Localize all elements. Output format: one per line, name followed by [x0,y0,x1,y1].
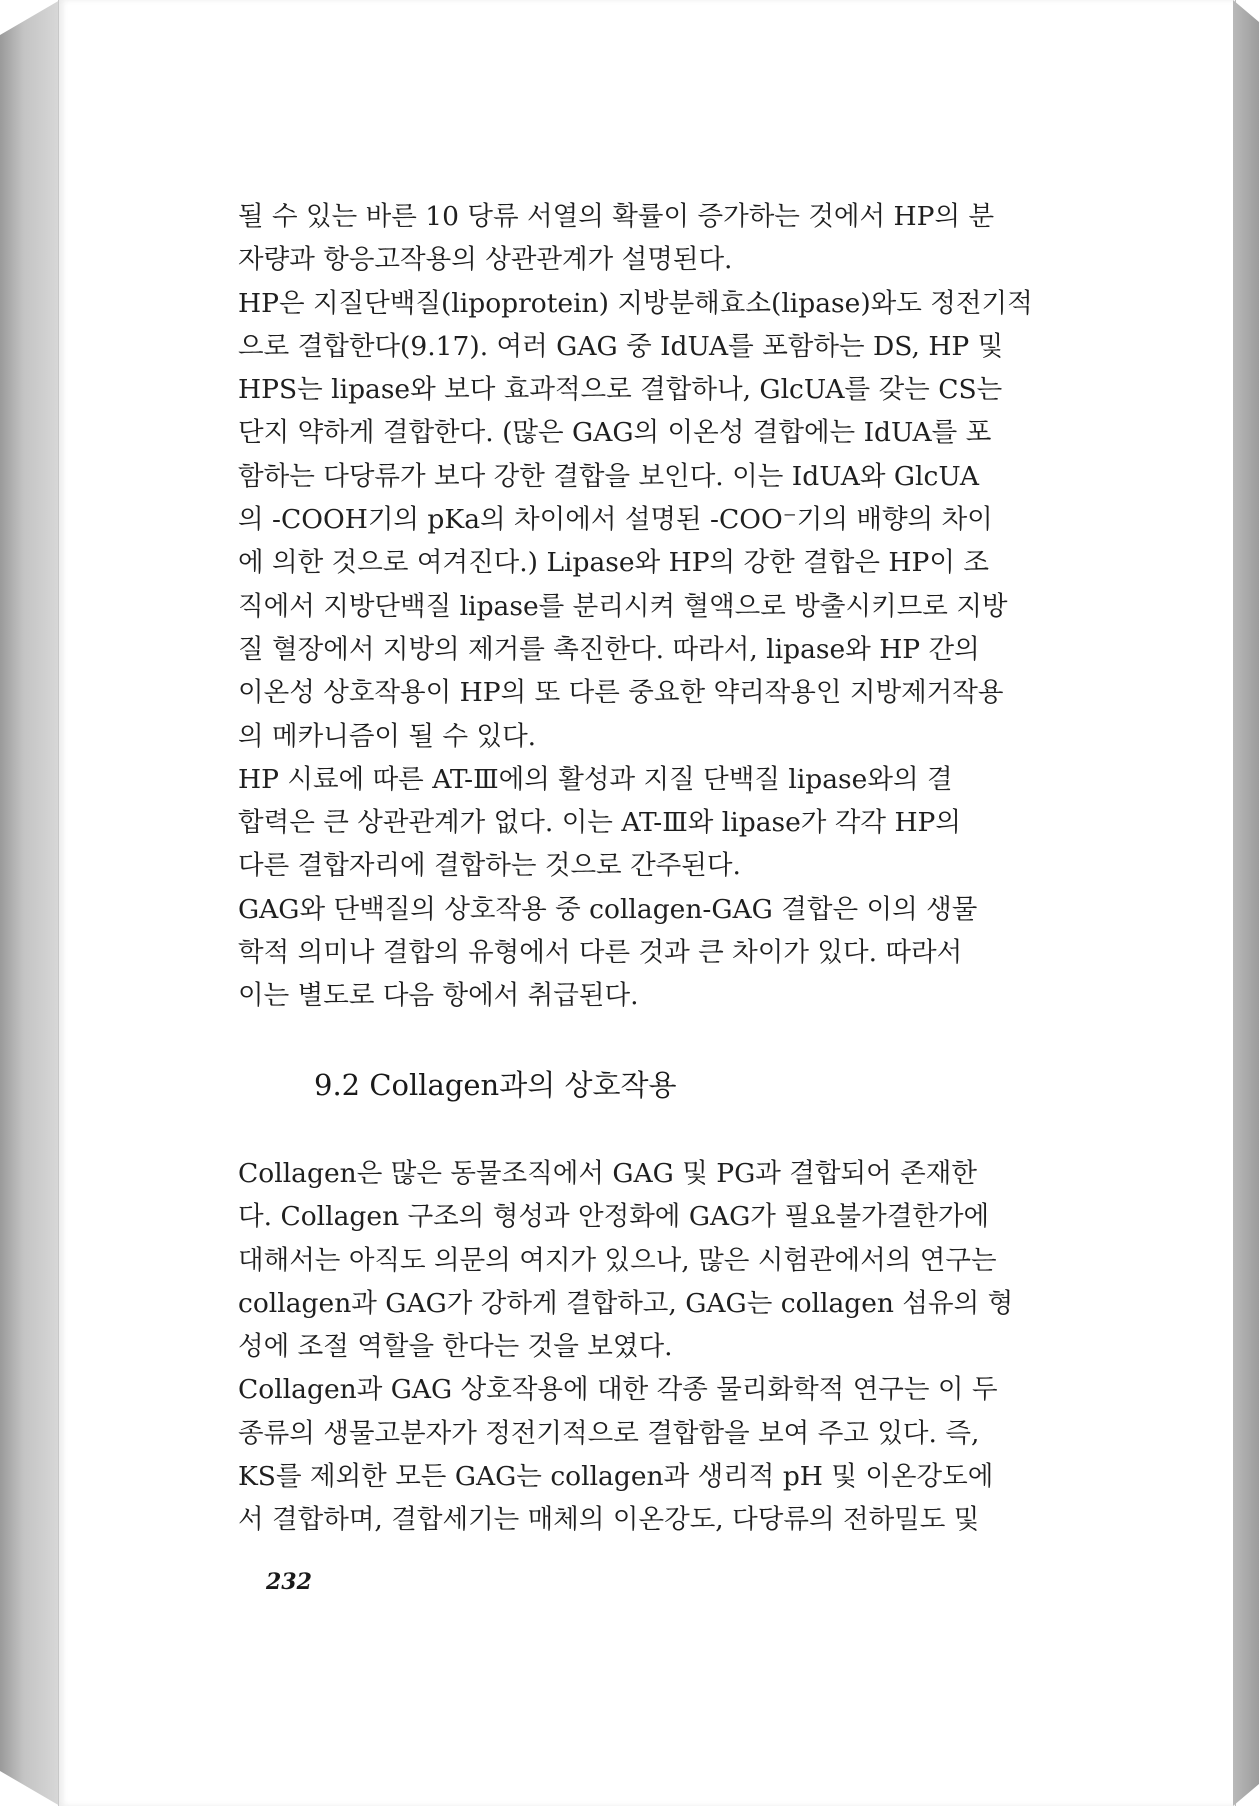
text-line: 다. Collagen 구조의 형성과 안정화에 GAG가 필요불가결한가에 [238,1201,990,1233]
text-line: 자량과 항응고작용의 상관관계가 설명된다. [238,244,733,276]
book-left-edge [0,0,60,1806]
text-line: HPS는 lipase와 보다 효과적으로 결합하나, GlcUA를 갖는 CS는 [238,374,1003,406]
text-line: 성에 조절 역할을 한다는 것을 보였다. [238,1331,673,1363]
text-line: KS를 제외한 모든 GAG는 collagen과 생리적 pH 및 이온강도에 [238,1461,994,1493]
text-line: 질 혈장에서 지방의 제거를 촉진한다. 따라서, lipase와 HP 간의 [238,633,980,665]
text-line: GAG와 단백질의 상호작용 중 collagen-GAG 결합은 이의 생물 [238,893,978,925]
text-line: HP은 지질단백질(lipoprotein) 지방분해효소(lipase)와도 정전기적 [238,287,1033,319]
body-text-top [238,195,1078,1018]
text-line: 학적 의미나 결합의 유형에서 다른 것과 큰 차이가 있다. 따라서 [238,937,963,969]
text-line: Collagen은 많은 동물조직에서 GAG 및 PG과 결합되어 존재한 [238,1158,977,1189]
text-line: 종류의 생물고분자가 정전기적으로 결합함을 보여 주고 있다. 즉, [238,1417,980,1449]
text-line: Collagen과 GAG 상호작용에 대한 각종 물리화학적 연구는 이 두 [238,1374,998,1406]
text-line: 단지 약하게 결합한다. (많은 GAG의 이온성 결합에는 IdUA를 포 [238,417,992,449]
text-line: 직에서 지방단백질 lipase를 분리시켜 혈액으로 방출시키므로 지방 [238,590,1008,622]
text-line: 서 결합하며, 결합세기는 매체의 이온강도, 다당류의 전하밀도 및 [238,1504,980,1536]
text-line: 함하는 다당류가 보다 강한 결합을 보인다. 이는 IdUA와 GlcUA [238,460,980,492]
text-line: 의 -COOH기의 pKa의 차이에서 설명된 -COO⁻기의 배향의 차이 [238,504,993,536]
text-line: HP 시료에 따른 AT-Ⅲ에의 활성과 지질 단백질 lipase와의 결 [238,763,953,795]
text-line: collagen과 GAG가 강하게 결합하고, GAG는 collagen 섬유의 형 [238,1287,1014,1319]
text-line: 의 메카니즘이 될 수 있다. [238,720,537,752]
section-heading: 9.2 Collagen과의 상호작용 [314,1068,677,1102]
text-line: 이는 별도로 다음 항에서 취급된다. [238,980,639,1012]
text-line: 이온성 상호작용이 HP의 또 다른 중요한 약리작용인 지방제거작용 [238,677,1004,709]
text-line: 대해서는 아직도 의문의 여지가 있으나, 많은 시험관에서의 연구는 [238,1244,997,1276]
text-line: 합력은 큰 상관관계가 없다. 이는 AT-Ⅲ와 lipase가 각각 HP의 [238,807,961,839]
book-right-edge [1233,0,1259,1806]
page-number: 232 [266,1569,312,1595]
text-line: 으로 결합한다(9.17). 여러 GAG 중 IdUA를 포함하는 DS, HP 및 [238,330,1004,362]
text-line: 될 수 있는 바른 10 당류 서열의 확률이 증가하는 것에서 HP의 분 [238,201,995,232]
body-text-bottom [238,1152,1078,1542]
text-line: 다른 결합자리에 결합하는 것으로 간주된다. [238,850,741,882]
text-line: 에 의한 것으로 여겨진다.) Lipase와 HP의 강한 결합은 HP이 조 [238,547,989,579]
